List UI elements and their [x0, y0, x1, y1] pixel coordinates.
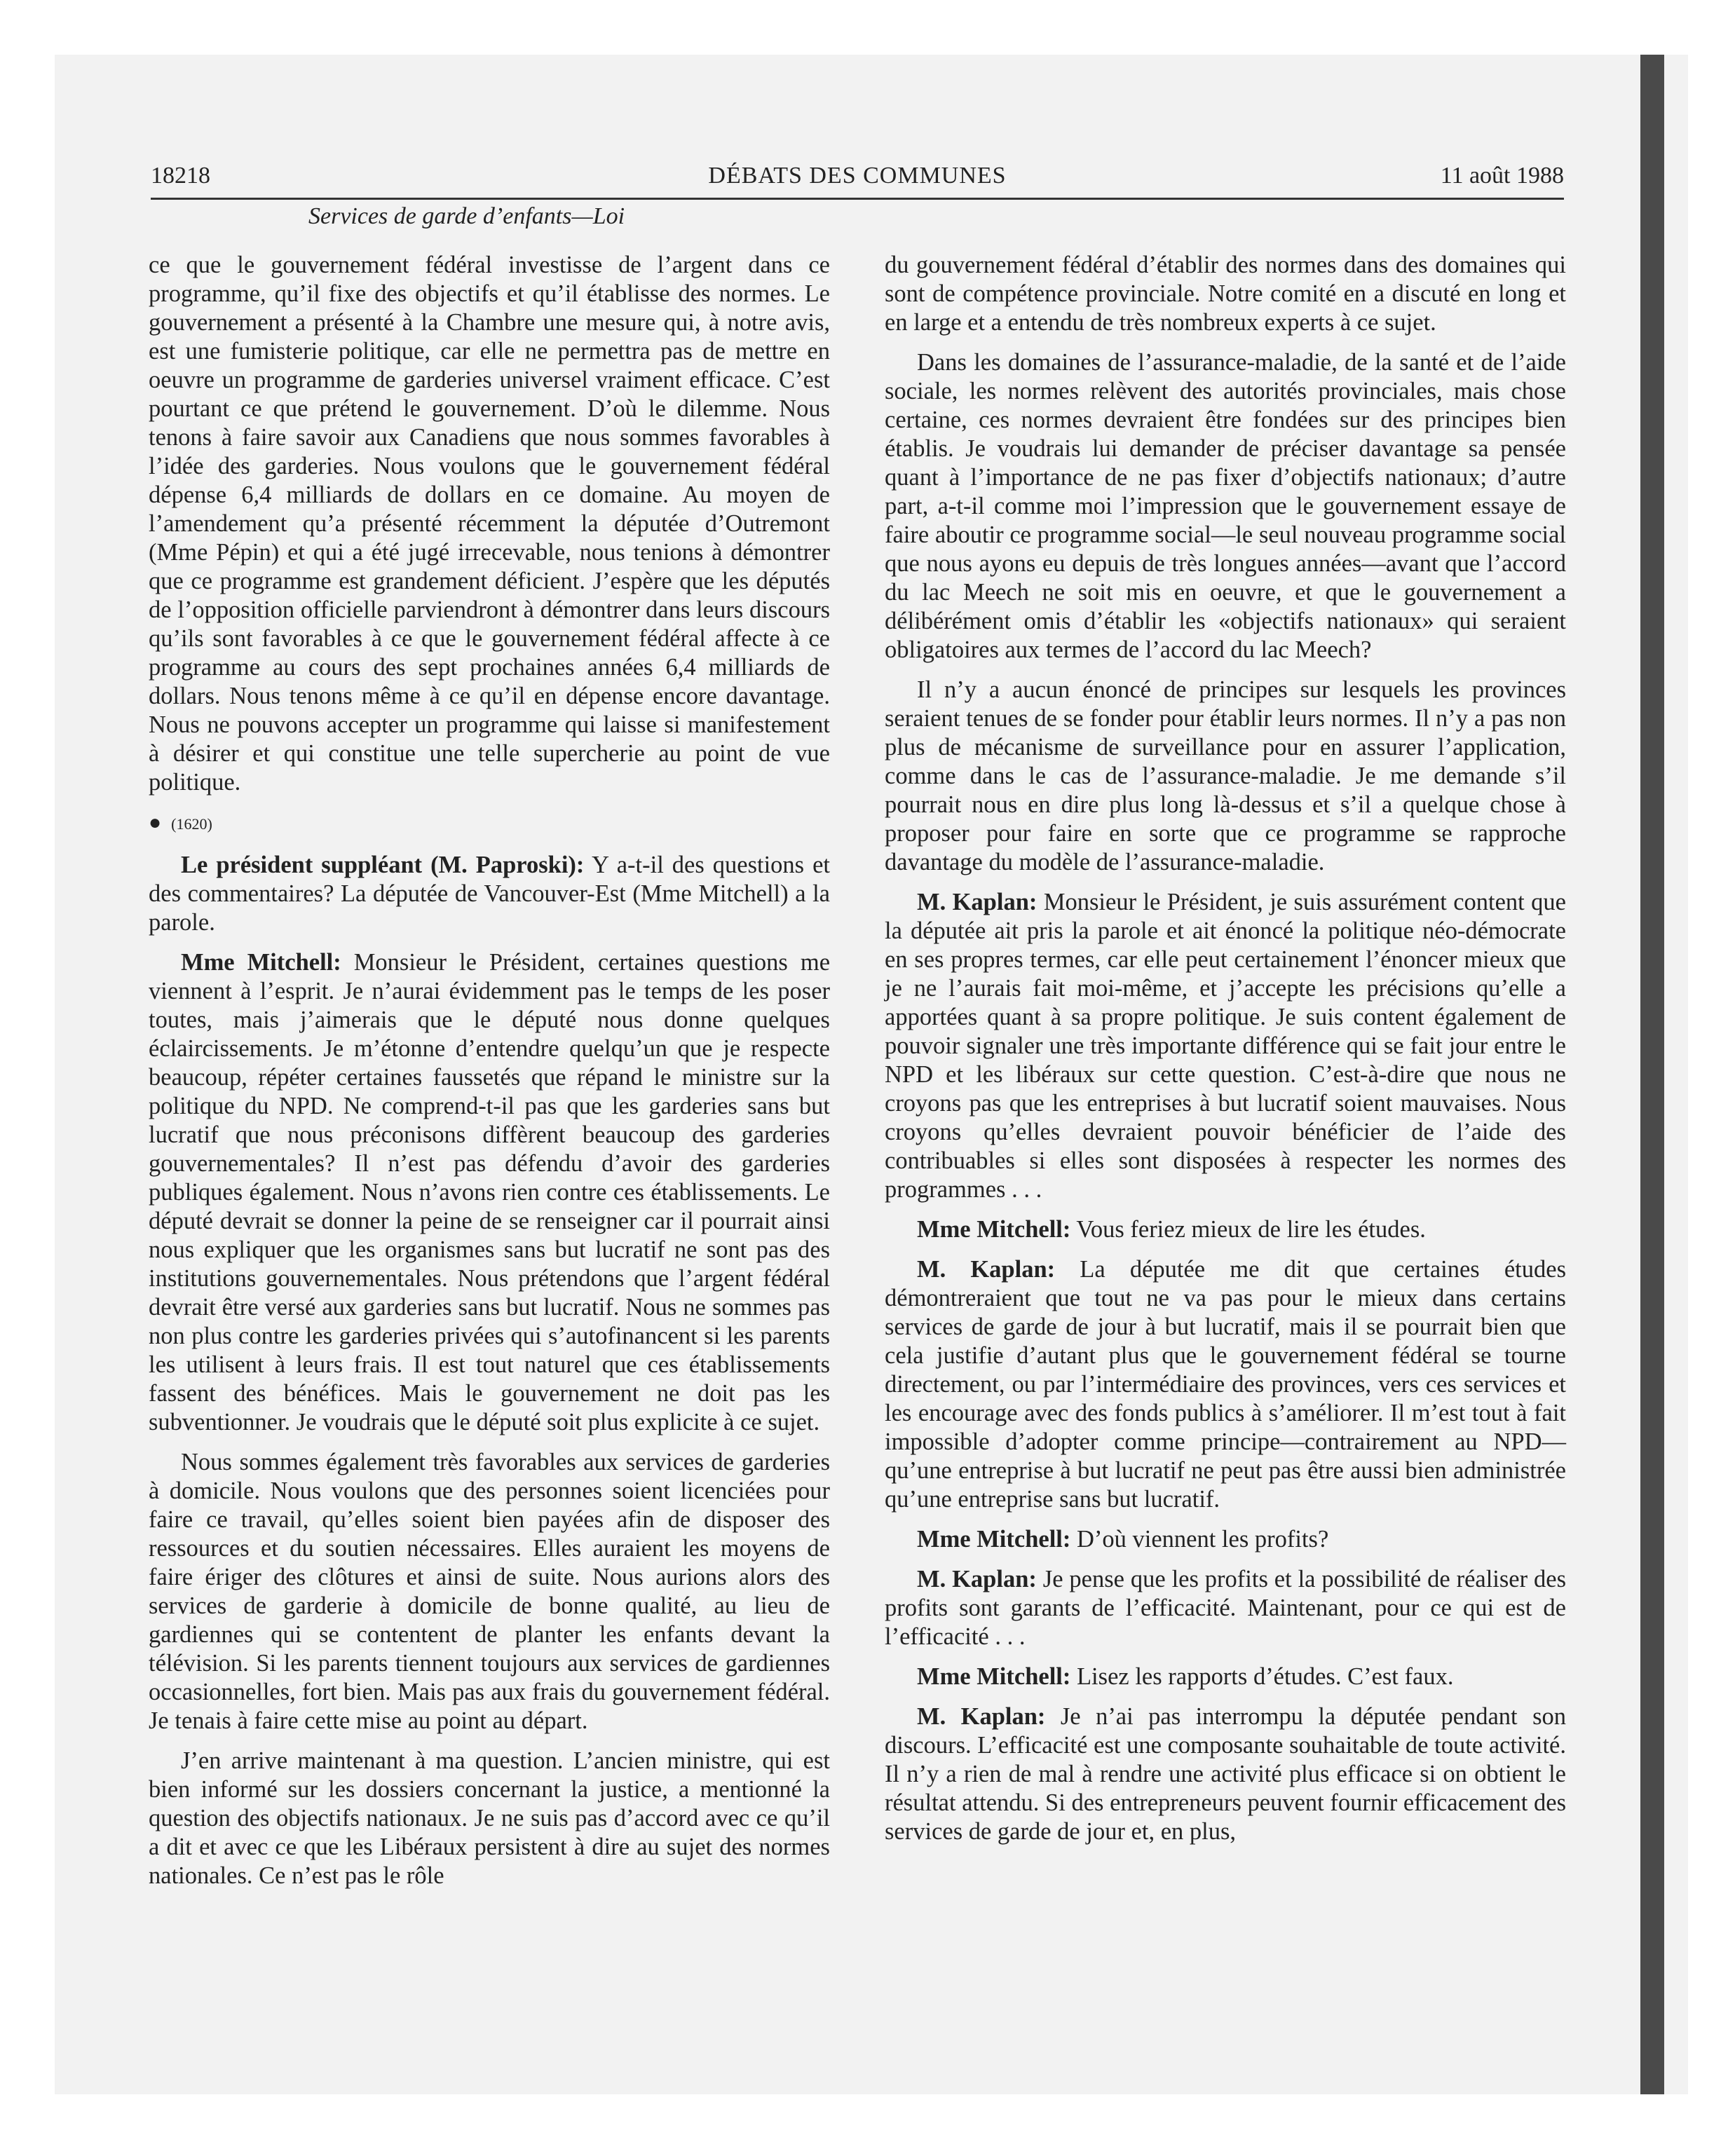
time-marker — [149, 808, 830, 838]
speaker-name: M. Kaplan: — [917, 1703, 1046, 1730]
paragraph — [885, 1565, 1566, 1651]
speech-text: Je n’ai pas interrompu la députée pendant son discours. L’efficacité est une composante souhaitable de toute activité. Il n’y a rien de mal à rendre une activité plus efficace si on obtient le résultat attendu. Si des entrepreneurs peuvent fournir efficacement des services de garde de jour et, en plus, — [885, 1703, 1566, 1845]
paragraph — [885, 1215, 1566, 1244]
paragraph — [885, 1525, 1566, 1554]
speaker-name: M. Kaplan: — [917, 889, 1037, 915]
speaker-name: Mme Mitchell: — [917, 1526, 1071, 1553]
publication-title: DÉBATS DES COMMUNES — [708, 163, 1007, 189]
scan-edge-bar — [1640, 55, 1664, 2094]
paragraph: J’en arrive maintenant à ma question. L’ancien ministre, qui est bien informé sur les dossiers concernant la justice, a mentionné la question des objectifs nationaux. Je ne suis pas d’accord avec ce qu’il a dit et avec ce que les Libéraux persistent à dire au sujet des normes nationales. Ce n’est pas le rôle — [149, 1747, 830, 1889]
speaker-name: Mme Mitchell: — [181, 949, 341, 976]
paragraph — [149, 851, 830, 937]
speaker-name: Mme Mitchell: — [917, 1216, 1071, 1243]
page-header — [151, 163, 1564, 200]
paragraph: Nous sommes également très favorables aux services de garderies à domicile. Nous voulons que des personnes soient licenciées pour faire ce travail, qu’elles soient bien payées afin de disposer des ressources et du soutien nécessaires. Elles auraient les moyens de faire ériger des clôtures et ainsi de suite. Nous aurions alors des services de garderie à domicile de bonne qualité, au lieu de gardiennes qui se contentent de planter les enfants devant la télévision. Si les parents tiennent toujours aux services de gardiennes occasionnelles, fort bien. Mais pas aux frais du gouvernement fédéral. Je tenais à faire cette mise au point au départ. — [149, 1449, 830, 1734]
speaker-name: Le président suppléant (M. Paproski): — [181, 852, 585, 878]
page-date: 11 août 1988 — [1440, 163, 1564, 189]
paragraph: du gouvernement fédéral d’établir des normes dans des domaines qui sont de compétence provinciale. Notre comité en a discuté en long et en large et a entendu de très nombreux experts à ce sujet. — [885, 252, 1566, 336]
page-number: 18218 — [151, 163, 210, 189]
speech-text: D’où viennent les profits? — [1076, 1526, 1329, 1553]
paragraph: Il n’y a aucun énoncé de principes sur lesquels les provinces seraient tenues de se fonder pour établir leurs normes. Il n’y a pas non plus de mécanisme de surveillance pour en assurer l’application, comme dans le cas de l’assurance-maladie. Je me demande s’il pourrait nous en dire plus long là-dessus et s’il a quelque chose à proposer pour faire en sorte que ce programme se rapproche davantage du modèle de l’assurance-maladie. — [885, 676, 1566, 875]
speech-text: Lisez les rapports d’études. C’est faux. — [1076, 1663, 1454, 1690]
paragraph — [885, 1663, 1566, 1691]
right-column — [885, 251, 1566, 1857]
time-marker-text: (1620) — [171, 815, 212, 833]
speech-text: Monsieur le Président, certaines questions me viennent à l’esprit. Je n’aurai évidemment pas le temps de les poser toutes, mais j’aimerais que le député nous donne quelques éclaircissements. Je m’étonne d’entendre quelqu’un que je respecte beaucoup, répéter certaines faussetés que répand le ministre sur la politique du NPD. Ne comprend-t-il pas que les garderies sans but lucratif que nous préconisons diffèrent beaucoup des garderies gouvernementales? Il n’est pas défendu d’avoir des garderies publiques également. Nous n’avons rien contre ces établissements. Le député devrait se donner la peine de se renseigner car il pourrait ainsi nous expliquer que les organismes sans but lucratif ne sont pas des institutions gouvernementales. Nous prétendons que l’argent fédéral devrait être versé aux garderies sans but lucratif. Nous ne sommes pas non plus contre les garderies privées qui s’autofinancent si les parents les utilisent à leurs frais. Il est tout naturel que ces établissements fassent des bénéfices. Mais le gouvernement ne doit pas les subventionner. Je voudrais que le député soit plus explicite à ce sujet. — [149, 949, 831, 1435]
paragraph: ce que le gouvernement fédéral investisse de l’argent dans ce programme, qu’il fixe des objectifs et qu’il établisse des normes. Le gouvernement a présenté à la Chambre une mesure qui, à notre avis, est une fumisterie politique, car elle ne permettra pas de mettre en oeuvre un programme de garderies universel vraiment efficace. C’est pourtant ce que prétend le gouvernement. D’où le dilemme. Nous tenons à faire savoir aux Canadiens que nous sommes favorables à l’idée des garderies. Nous voulons que le gouvernement fédéral dépense 6,4 milliards de dollars en ce domaine. Au moyen de l’amendement qu’a présenté récemment la députée d’Outremont (Mme Pépin) et qui a été jugé irrecevable, nous tenions à démontrer que ce programme est grandement déficient. J’espère que les députés de l’opposition officielle parviendront à démontrer dans leurs discours qu’ils sont favorables à ce que le gouvernement fédéral affecte à ce programme au cours des sept prochaines années 6,4 milliards de dollars. Nous tenons même à ce qu’il en dépense encore davantage. Nous ne pouvons accepter un programme qui laisse si manifestement à désirer et qui constitue une telle supercherie au point de vue politique. — [149, 252, 830, 796]
paragraph: Dans les domaines de l’assurance-maladie, de la santé et de l’aide sociale, les normes relèvent des autorités provinciales, mais chose certaine, ces normes devraient être fondées sur des principes bien établis. Je voudrais lui demander de préciser davantage sa pensée quant à l’importance de ne pas fixer d’objectifs nationaux; d’autre part, a-t-il comme moi l’impression que le gouvernement essaye de faire aboutir ce programme social—le seul nouveau programme social que nous ayons eu depuis de très longues années—avant que l’accord du lac Meech ne soit mis en oeuvre, et que le gouvernement a délibérément omis d’établir les «objectifs nationaux» qui seraient obligatoires aux termes de l’accord du lac Meech? — [885, 349, 1566, 663]
paragraph — [885, 1703, 1566, 1846]
speaker-name: M. Kaplan: — [917, 1256, 1056, 1283]
speech-text: La députée me dit que certaines études démontreraient que tout ne va pas pour le mieux dans certains services de garde de jour à but lucratif, mais il se pourrait bien que cela justifie d’autant plus que le gouvernement fédéral se tourne directement, ou par l’intermédiaire des provinces, vers ces services et les encourage avec des fonds publics à s’améliorer. Il m’est tout à fait impossible d’adopter comme principe—contrairement au NPD—qu’une entreprise à but lucratif ne peut pas être aussi bien administrée qu’une entreprise sans but lucratif. — [885, 1256, 1566, 1513]
speech-text: Vous feriez mieux de lire les études. — [1076, 1216, 1426, 1243]
speaker-name: M. Kaplan: — [917, 1566, 1037, 1592]
paragraph — [885, 1255, 1566, 1514]
section-subheading: Services de garde d’enfants—Loi — [308, 203, 625, 229]
left-column — [149, 251, 830, 1902]
paragraph — [885, 888, 1566, 1204]
speaker-name: Mme Mitchell: — [917, 1663, 1071, 1690]
speech-text: Y a-t-il des questions et des commentaires? La députée de Vancouver-Est (Mme Mitchell) a la parole. — [149, 852, 830, 936]
speech-text: Je pense que les profits et la possibilité de réaliser des profits sont garants de l’efficacité. Maintenant, pour ce qui est de l’efficacité . . . — [885, 1566, 1566, 1650]
bullet-icon: ● — [149, 811, 162, 834]
paragraph — [149, 948, 830, 1437]
speech-text: Monsieur le Président, je suis assurément content que la députée ait pris la parole et ait énoncé la politique néo-démocrate en ses propres termes, car elle peut certainement l’énoncer mieux que je ne l’aurais fait moi-même, et j’accepte les précisions qu’elle a apportées quant à sa propre politique. Je suis content également de pouvoir signaler une très importante différence qui se fait jour entre le NPD et les libéraux sur cette question. C’est-à-dire que nous ne croyons pas que les entreprises à but lucratif soient mauvaises. Nous croyons qu’elles devraient pouvoir bénéficier de l’aide des contribuables si elles sont disposées à respecter les normes des programmes . . . — [885, 889, 1566, 1203]
